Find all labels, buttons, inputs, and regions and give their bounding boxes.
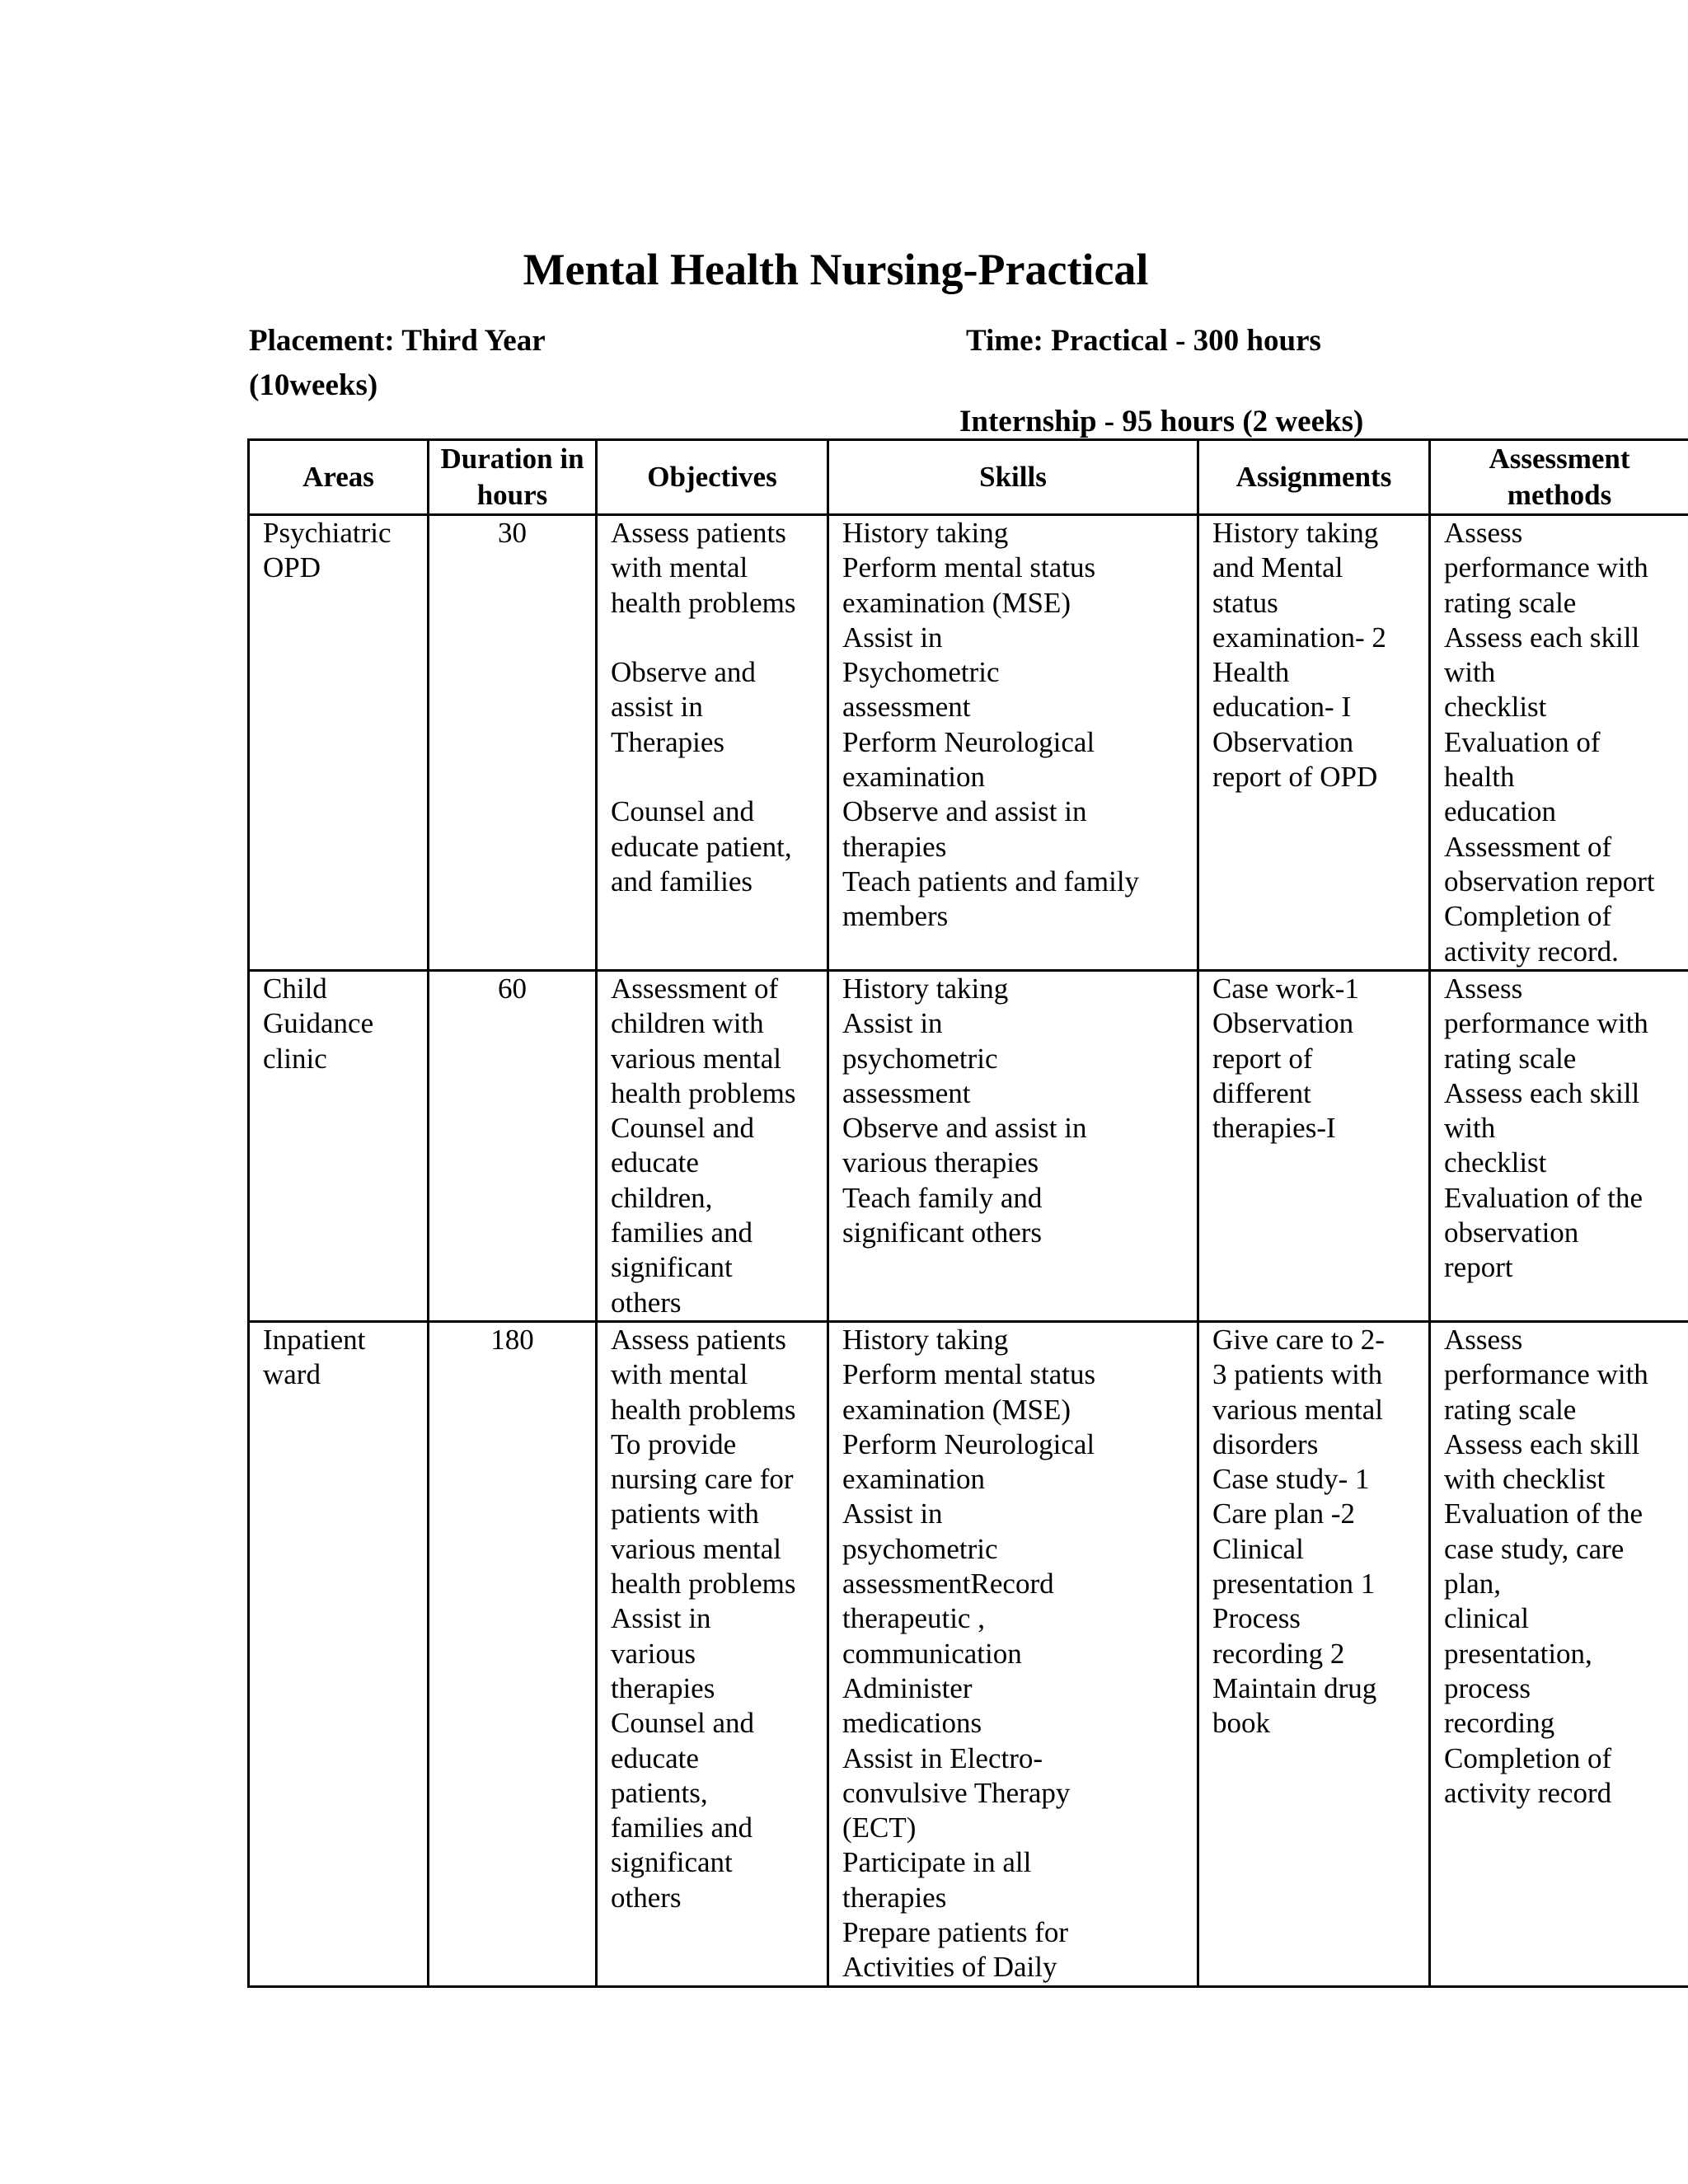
table-row [249, 971, 1688, 1322]
cell-assessment: Assess performance with rating scale Assess each skill with checklist Evaluation of health education Assessment of observation report Completion of activity record. [1430, 515, 1688, 971]
cell-areas: Inpatient ward [249, 1321, 429, 1986]
table-header-row [249, 440, 1688, 515]
header-assessment: Assessment methods [1430, 440, 1688, 515]
placement-label: Placement: Third Year [249, 324, 546, 358]
practical-schedule-table [247, 438, 1688, 1988]
table-row [249, 1321, 1688, 1986]
cell-assessment: Assess performance with rating scale Assess each skill with checklist Evaluation of the case study, care plan, clinical presentation, process recording Completion of activity record [1430, 1321, 1688, 1986]
cell-objectives: Assess patients with mental health problems To provide nursing care for patients with various mental health problems Assist in various therapies Counsel and educate patients, families and significant others [597, 1321, 828, 1986]
cell-duration: 180 [429, 1321, 597, 1986]
internship-time: Internship - 95 hours (2 weeks) [959, 405, 1364, 438]
table-row [249, 515, 1688, 971]
placement-duration: (10weeks) [249, 368, 378, 402]
cell-objectives: Assessment of children with various mental health problems Counsel and educate children, families and significant others [597, 971, 828, 1322]
cell-areas: Psychiatric OPD [249, 515, 429, 971]
cell-duration: 60 [429, 971, 597, 1322]
cell-objectives: Assess patients with mental health problems Observe and assist in Therapies Counsel and educate patient, and families [597, 515, 828, 971]
header-duration: Duration in hours [429, 440, 597, 515]
header-areas: Areas [249, 440, 429, 515]
header-objectives: Objectives [597, 440, 828, 515]
header-skills: Skills [828, 440, 1198, 515]
cell-assignments: Case work-1 Observation report of different therapies-I [1198, 971, 1430, 1322]
page-title-text: Mental Health Nursing-Practical [523, 245, 1149, 294]
cell-assignments: History taking and Mental status examination- 2 Health education- I Observation report of OPD [1198, 515, 1430, 971]
cell-assessment: Assess performance with rating scale Assess each skill with checklist Evaluation of the observation report [1430, 971, 1688, 1322]
cell-skills: History taking Assist in psychometric assessment Observe and assist in various therapies Teach family and significant others [828, 971, 1198, 1322]
header-assignments: Assignments [1198, 440, 1430, 515]
cell-skills: History taking Perform mental status examination (MSE) Perform Neurological examination Assist in psychometric assessmentRecord therapeutic , communication Administer medications Assist in Electro- convulsive Therapy (ECT) Participate in all therapies Prepare patients for Activities of Daily [828, 1321, 1198, 1986]
cell-areas: Child Guidance clinic [249, 971, 429, 1322]
page-title [0, 241, 1688, 298]
practical-time: Time: Practical - 300 hours [966, 324, 1321, 358]
cell-duration: 30 [429, 515, 597, 971]
cell-skills: History taking Perform mental status examination (MSE) Assist in Psychometric assessment Perform Neurological examination Observe and assist in therapies Teach patients and family members [828, 515, 1198, 971]
cell-assignments: Give care to 2- 3 patients with various mental disorders Case study- 1 Care plan -2 Clinical presentation 1 Process recording 2 Maintain drug book [1198, 1321, 1430, 1986]
